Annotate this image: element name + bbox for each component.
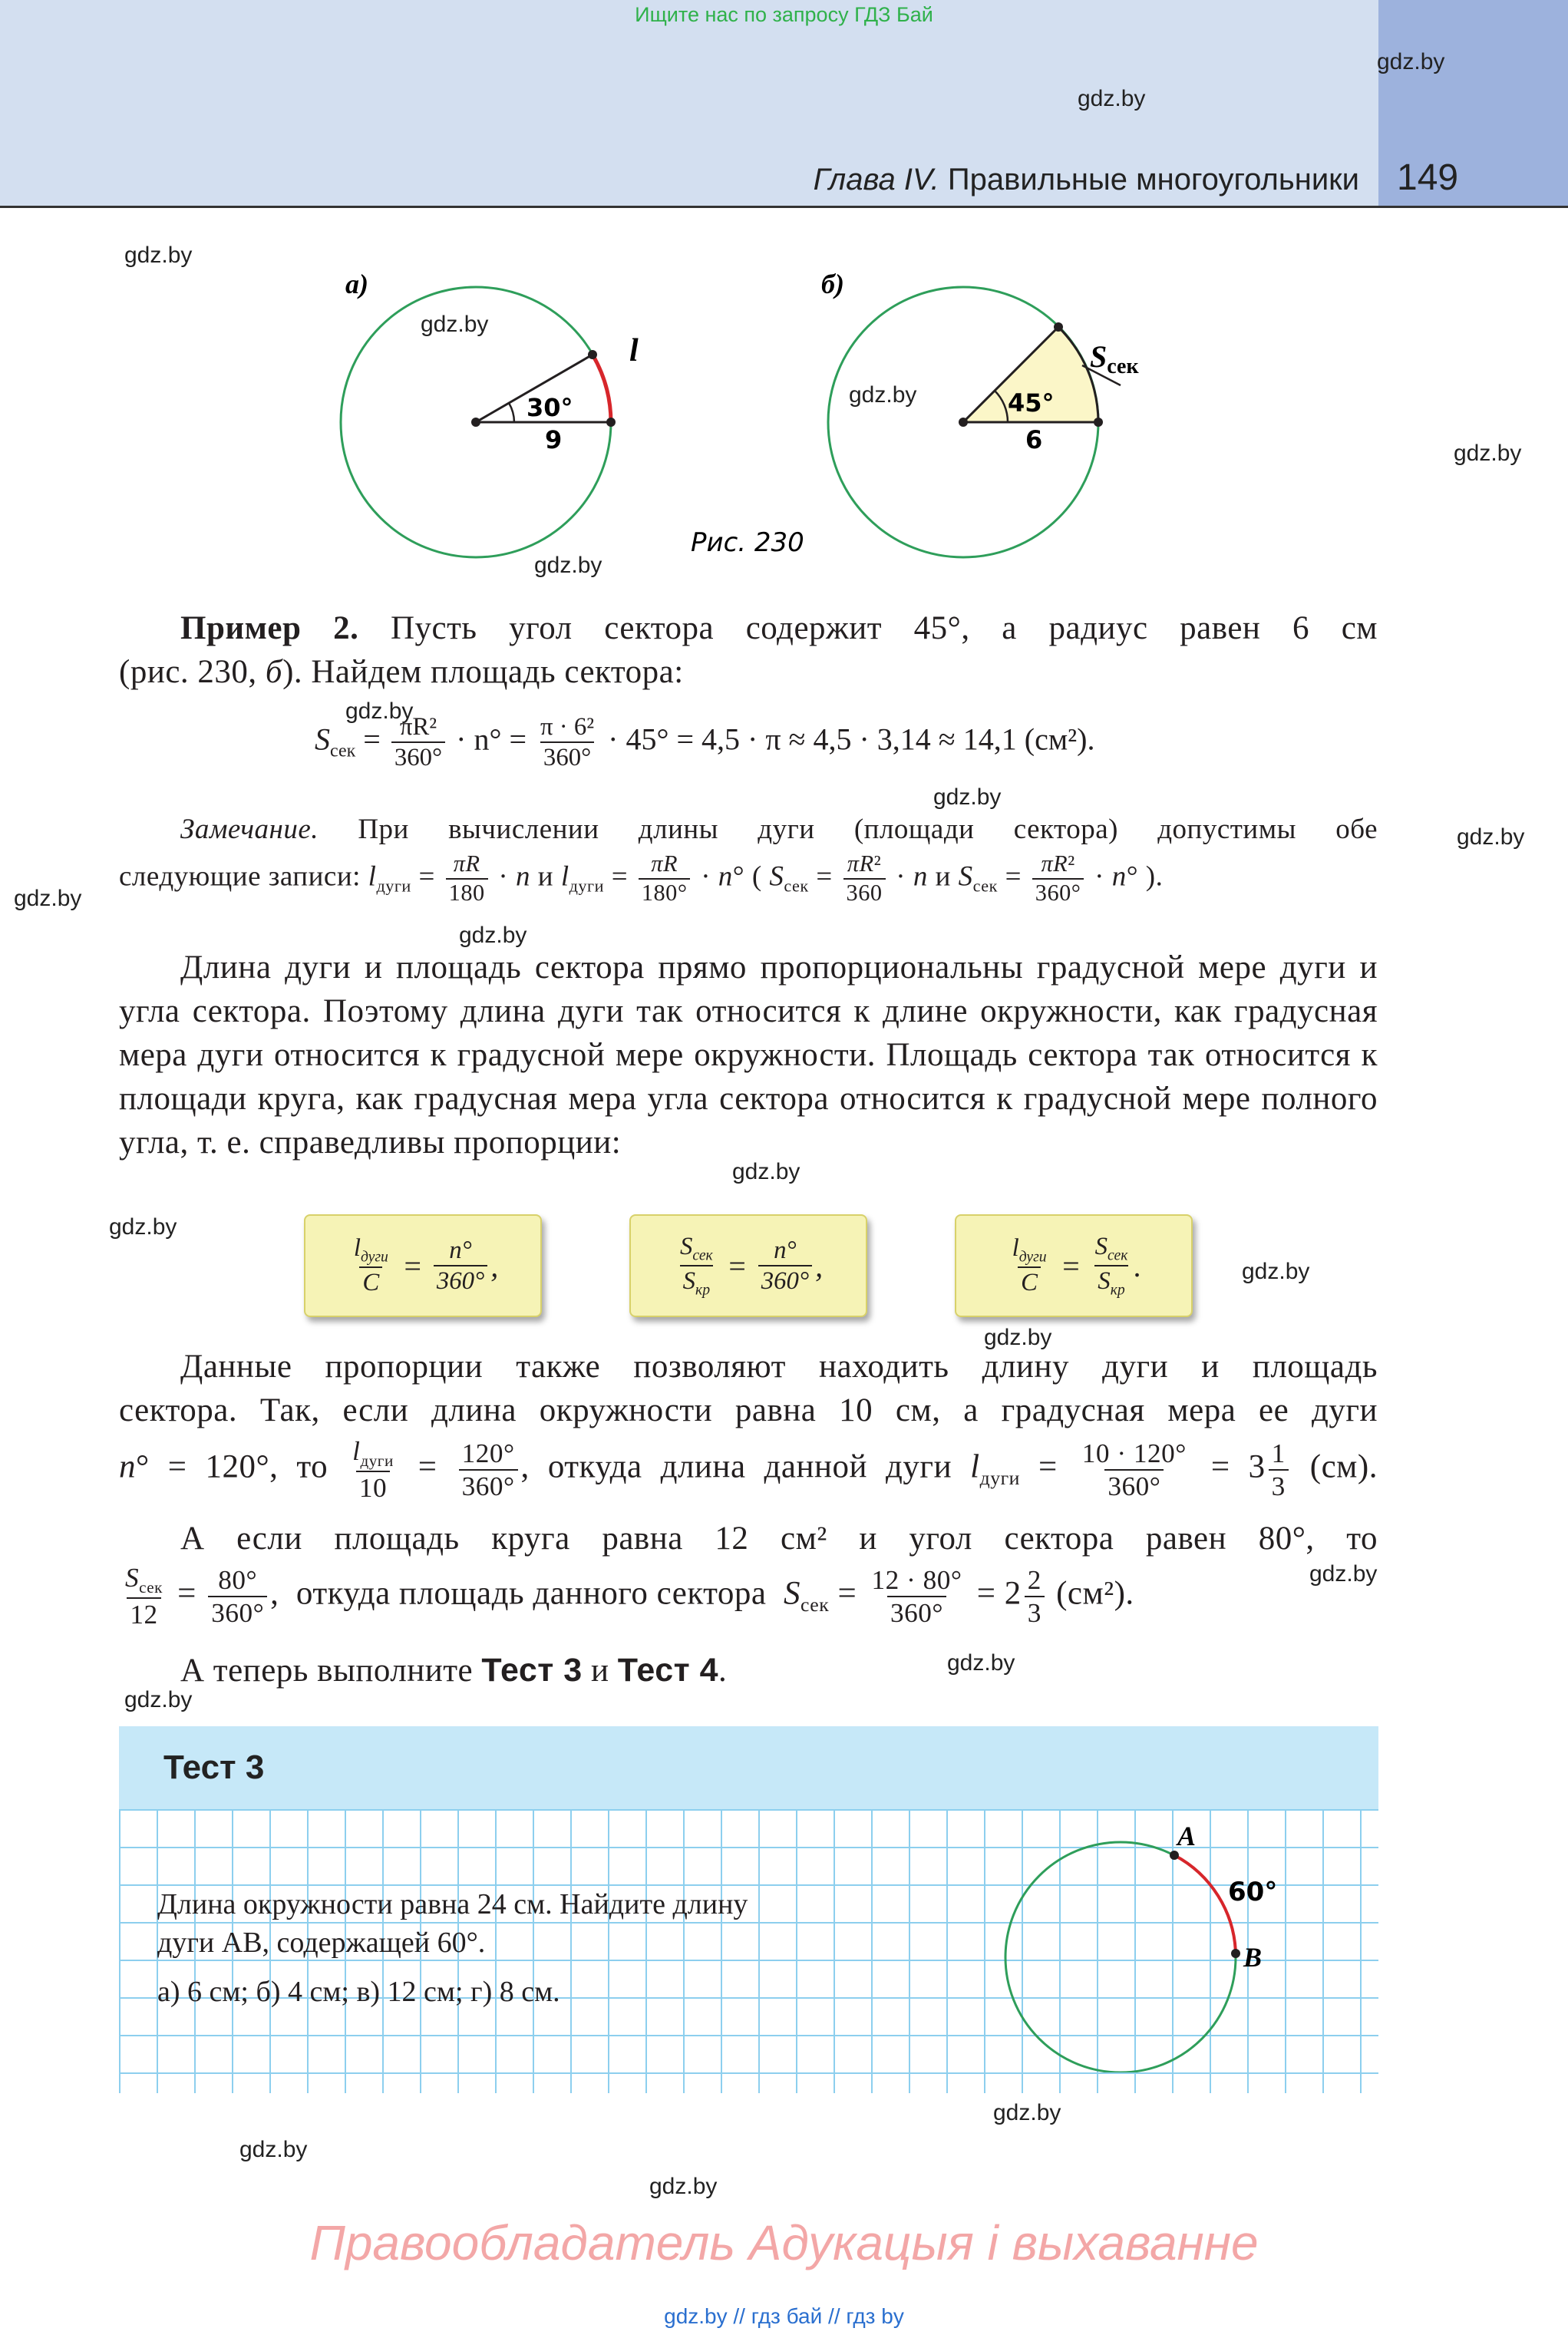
point-b [1231, 1949, 1240, 1958]
test-header [119, 1726, 1378, 1809]
watermark: gdz.by [947, 1650, 1015, 1676]
page-number: 149 [1397, 157, 1459, 198]
center-a [471, 418, 480, 427]
arc-angle-60: 60° [1228, 1877, 1278, 1907]
watermark: gdz.by [1454, 441, 1522, 466]
watermark: gdz.by [124, 1687, 193, 1712]
label-b: B [1243, 1942, 1263, 1973]
watermark: gdz.by [649, 2174, 718, 2199]
point-b1 [1094, 418, 1103, 427]
test-arc-ab [1174, 1855, 1236, 1953]
watermark: gdz.by [14, 886, 82, 911]
watermark: gdz.by [984, 1325, 1052, 1350]
watermark: gdz.by [732, 1159, 801, 1184]
watermark: gdz.by [239, 2137, 308, 2162]
point-a2 [606, 418, 616, 427]
final-instruction: А теперь выполните Тест 3 и Тест 4. [180, 1652, 728, 1689]
label-a: A [1177, 1821, 1197, 1851]
test-title: Тест 3 [163, 1749, 265, 1786]
watermark: gdz.by [534, 553, 602, 578]
watermark: gdz.by [1457, 824, 1525, 850]
copyright: Правообладатель Адукацыя і выхаванне [309, 2215, 1259, 2270]
watermark: gdz.by [124, 243, 193, 268]
test-answers[interactable]: а) 6 см; б) 4 см; в) 12 см; г) 8 см. [157, 1976, 560, 2008]
watermark: gdz.by [345, 698, 414, 724]
arc-l [593, 355, 611, 422]
sector-area-formula: $S_{сек}$ = $\frac{\text{πR²}}{360^\circ}$ · n° = $\frac{\text{π · 6²}}{360^\circ}$ · 45° = 4,5 · π ≈ 4,5 · 3,14 ≈ 14,1 (см²). [315, 713, 1095, 772]
header-divider [0, 206, 1568, 208]
sector-area-label: $S_{сек}$ [1090, 339, 1139, 378]
proportion-box-sector: $\frac{S_{сек}}{S_{кр}}$ = $\frac{n^\circ}{360^\circ}$ , [629, 1214, 867, 1317]
point-a1 [588, 350, 597, 359]
test4-link[interactable]: Тест 4 [617, 1652, 719, 1689]
point-a [1170, 1851, 1179, 1860]
example-2: Пример 2. Пусть угол сектора содержит 45°, а радиус равен 6 см (рис. 230, б). Найдем площадь сектора: [119, 610, 1378, 690]
angle-mark-a [509, 403, 514, 422]
watermark: gdz.by [993, 2100, 1061, 2125]
watermark: gdz.by [1242, 1259, 1310, 1284]
figure-a-label: а) [345, 269, 368, 299]
watermark: gdz.by [109, 1214, 177, 1240]
radius-6: 6 [1025, 425, 1043, 454]
figure-caption: Рис. 230 [691, 527, 804, 558]
test3-link[interactable]: Тест 3 [481, 1652, 583, 1689]
point-b2 [1054, 322, 1063, 332]
proportion-box-combined: $\frac{l_{дуги}}{C}$ = $\frac{S_{сек}}{S_{кр}}$ . [955, 1214, 1193, 1317]
center-b [959, 418, 968, 427]
chapter-title: Глава IV. Правильные многоугольники [813, 163, 1359, 196]
watermark: gdz.by [1309, 1561, 1378, 1587]
watermark: gdz.by [849, 382, 917, 408]
radius-9: 9 [545, 425, 563, 454]
test-question: Длина окружности равна 24 см. Найдите длину дуги AB, содержащей 60°. а) 6 см; б) 4 см; в) 12 см; г) 8 см. [157, 1885, 748, 2011]
arc-label-l: l [629, 333, 639, 368]
angle-45: 45° [1008, 388, 1055, 418]
footer-links[interactable]: gdz.by // гдз бай // гдз by [664, 2304, 904, 2328]
proportion-box-arc: $\frac{l_{дуги}}{C}$ = $\frac{n^\circ}{360^\circ}$ , [304, 1214, 542, 1317]
arc-length-example: Данные пропорции также позволяют находить длину дуги и площадь сектора. Так, если длина окружности равна 10 см, а градусная мера ее дуги n° = 120°, то $\frac{l_{дуги}}{10}$ = $\frac{120^\circ}{360^\circ}$ , откуда длина данной дуги $l_{дуги}$ = $\frac{10 \cdot 120^\circ}{360^\circ}$ = 3 $\frac{1}{3}$ (см). [119, 1349, 1378, 1504]
figure-b-label: б) [821, 269, 844, 299]
sector-area-example: А если площадь круга равна 12 см² и угол сектора равен 80°, то $\frac{S_{сек}}{12}$ = $\frac{80^\circ}{360^\circ}$ , откуда площадь данного сектора $S_{сек}$ = $\frac{12 \cdot 80^\circ}{360^\circ}$ = 2 $\frac{2}{3}$ (см²). [125, 1521, 1378, 1630]
test-figure [990, 1819, 1312, 2072]
figure-230 [322, 253, 1243, 583]
watermark: gdz.by [933, 784, 1002, 810]
watermark: gdz.by [459, 923, 527, 948]
watermark: gdz.by [1377, 49, 1445, 74]
proportional-paragraph: Длина дуги и площадь сектора прямо пропорциональны градусной мере дуги и угла сектора. Поэтому длина дуги так относится к длине окружности, как градусная мера дуги относится к градусной мере окружности. Площадь сектора так относится к площади круга, как градусная мера угла сектора относится к градусной мере полного угла, т. е. справедливы пропорции: [119, 949, 1378, 1161]
top-banner[interactable]: Ищите нас по запросу ГДЗ Бай [635, 3, 933, 26]
angle-30: 30° [527, 393, 573, 422]
watermark: gdz.by [1078, 86, 1146, 111]
remark: Замечание. При вычислении длины дуги (площади сектора) допустимы обе следующие записи: $l_{дуги}$ = $\frac{\pi R}{180}$ · n и $l_{дуги}$ = $\frac{\pi R}{180^\circ}$ · n° ( $S_{сек}$ = $\frac{\text{πR²}}{360}$ · n и $S_{сек}$ = $\frac{\text{πR²}}{360^\circ}$ · n° ). [119, 814, 1378, 906]
watermark: gdz.by [421, 312, 489, 337]
